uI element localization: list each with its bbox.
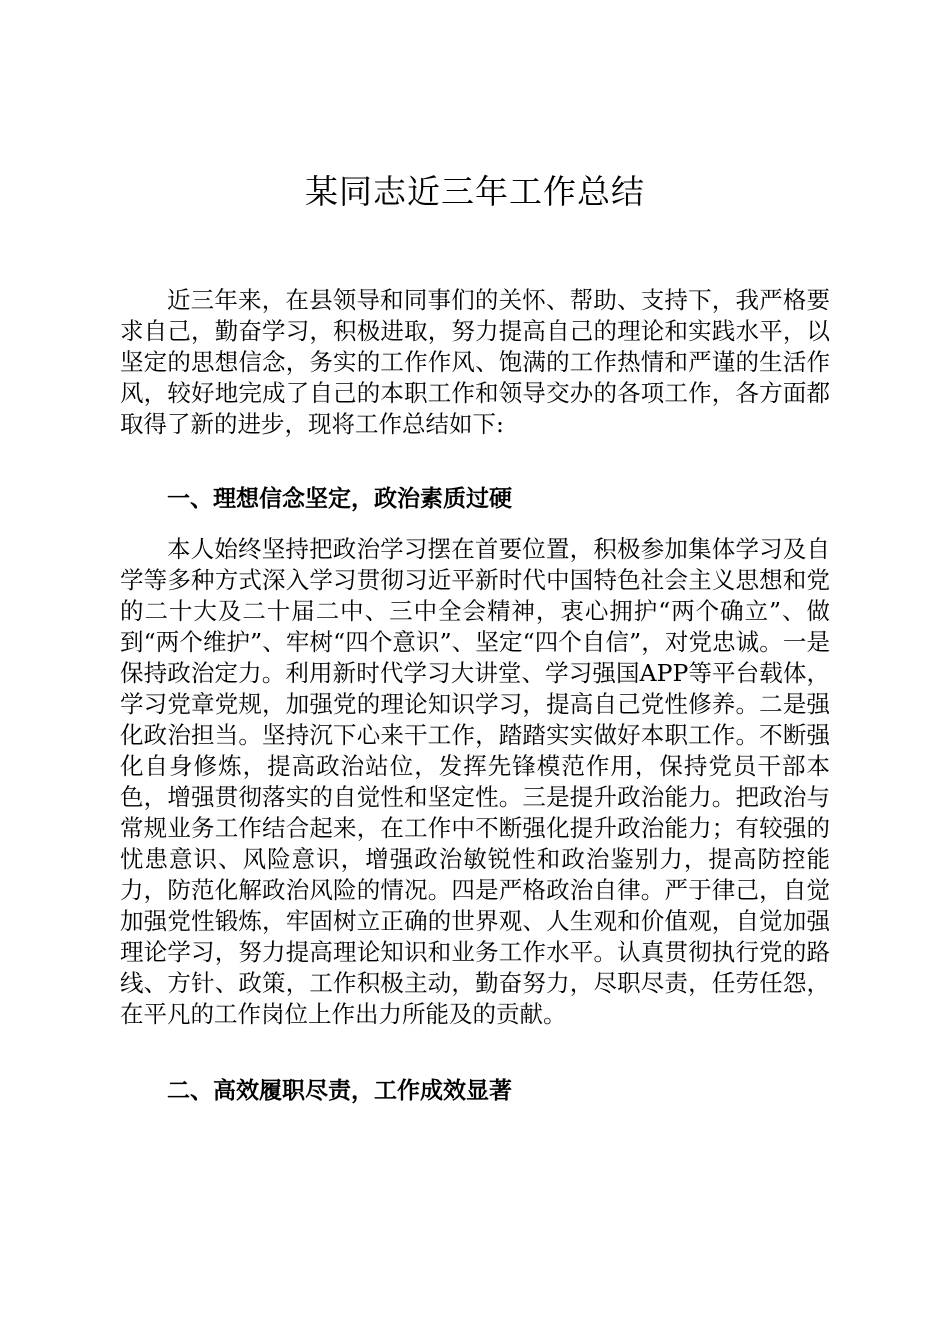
section-heading-2: 二、高效履职尽责，工作成效显著 [167, 1077, 512, 1104]
intro-paragraph: 近三年来，在县领导和同事们的关怀、帮助、支持下，我严格要求自己，勤奋学习，积极进取，努力提高自己的理论和实践水平，以坚定的思想信念，务实的工作作风、饱满的工作热情和严谨的生活作风，较好地完成了自己的本职工作和领导交办的各项工作，各方面都取得了新的进步，现将工作总结如下: [120, 286, 830, 438]
section-1-paragraph: 本人始终坚持把政治学习摆在首要位置，积极参加集体学习及自学等多种方式深入学习贯彻习近平新时代中国特色社会主义思想和党的二十大及二十届二中、三中全会精神，衷心拥护“两个确立”、做到“两个维护”、牢树“四个意识”、坚定“四个自信”，对党忠诚。一是保持政治定力。利用新时代学习大讲堂、学习强国APP等平台载体，学习党章党规，加强党的理论知识学习，提高自己党性修养。二是强化政治担当。坚持沉下心来干工作，踏踏实实做好本职工作。不断强化自身修炼，提高政治站位，发挥先锋模范作用，保持党员干部本色，增强贯彻落实的自觉性和坚定性。三是提升政治能力。把政治与常规业务工作结合起来，在工作中不断强化提升政治能力；有较强的忧患意识、风险意识，增强政治敏锐性和政治鉴别力，提高防控能力，防范化解政治风险的情况。四是严格政治自律。严于律己，自觉加强党性锻炼，牢固树立正确的世界观、人生观和价值观，自觉加强理论学习，努力提高理论知识和业务工作水平。认真贯彻执行党的路线、方针、政策，工作积极主动，勤奋努力，尽职尽责，任劳任怨，在平凡的工作岗位上作出力所能及的贡献。 [120, 535, 830, 1028]
document-body [120, 285, 830, 1106]
document-title: 某同志近三年工作总结 [305, 172, 645, 211]
section-heading-1: 一、理想信念坚定，政治素质过硬 [167, 485, 512, 512]
